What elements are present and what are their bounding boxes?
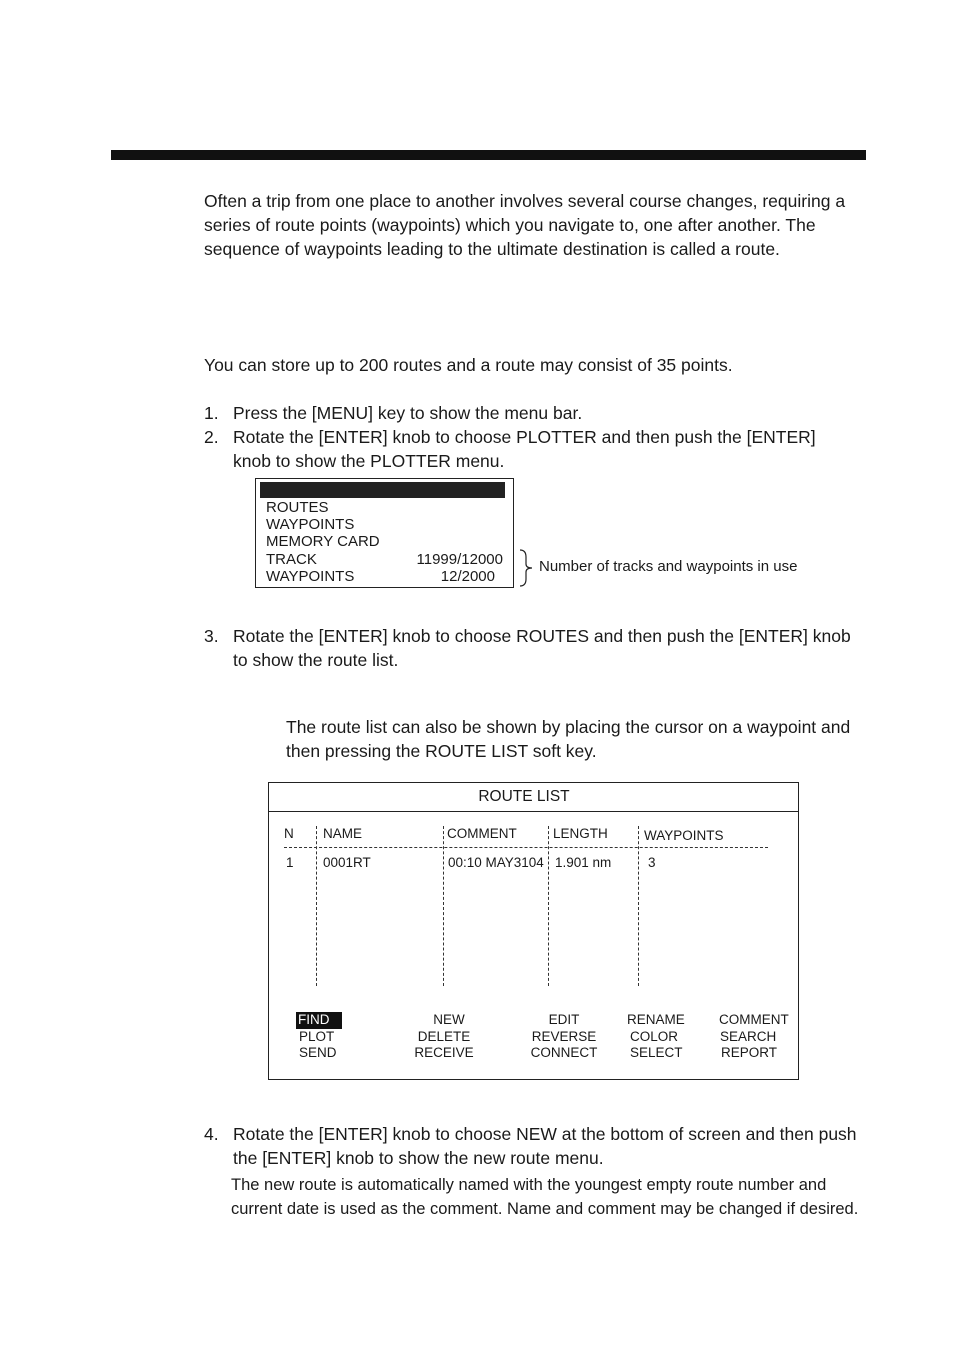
column-divider [316,826,317,986]
menu-item-waypoints[interactable]: WAYPOINTS [266,516,355,533]
new-softkey[interactable]: NEW [433,1012,465,1027]
row-comment: 00:10 MAY3104 [448,855,544,870]
header-name: NAME [323,826,363,841]
step-text: Press the [MENU] key to show the menu bar. [233,403,583,423]
header-length: LENGTH [553,826,608,841]
row-waypoints: 3 [648,855,656,870]
waypoint-count: 12/2000 [440,568,495,585]
send-softkey[interactable]: SEND [299,1045,337,1060]
column-divider [443,826,444,986]
step-text: Rotate the [ENTER] knob to choose NEW at the bottom of screen and then push the [ENTER] knob to show the new route menu. [233,1124,857,1168]
rename-softkey[interactable]: RENAME [627,1012,685,1027]
intro-paragraph: Often a trip from one place to another involves several course changes, requiring a series of route points (waypoints) which you navigate to, one after another. The sequence of waypoints leading to the ultimate destination is called a route. [204,191,846,259]
connect-softkey[interactable]: CONNECT [530,1045,598,1060]
color-softkey[interactable]: COLOR [630,1028,679,1044]
header-divider [284,847,768,848]
select-softkey[interactable]: SELECT [630,1045,683,1060]
delete-softkey[interactable]: DELETE [417,1028,471,1044]
section-rule [111,150,866,160]
softkey-group-4 [627,1012,697,1062]
step-number: 1. [204,403,219,423]
search-softkey[interactable]: SEARCH [720,1028,777,1044]
column-divider [548,826,549,986]
menu-title-bar [260,482,505,498]
callout-label: Number of tracks and waypoints in use [539,558,798,575]
receive-softkey[interactable]: RECEIVE [414,1045,474,1060]
softkey-group-3 [529,1012,599,1062]
step-number: 2. [204,427,219,447]
route-list-title-bar [269,783,798,812]
comment-softkey[interactable]: COMMENT [719,1012,789,1027]
header-comment: COMMENT [447,826,517,841]
find-softkey[interactable]: FIND [296,1012,342,1029]
note-paragraph: The route list can also be shown by placing the cursor on a waypoint and then pressing the ROUTE LIST soft key. [286,717,851,761]
plotter-menu [255,478,514,588]
row-n: 1 [286,855,294,870]
row-name: 0001RT [323,855,371,870]
menu-item-memory-card[interactable]: MEMORY CARD [266,533,380,550]
brace-icon [518,549,534,587]
route-list-window [268,782,799,1080]
softkey-group-5 [719,1012,794,1062]
plot-softkey[interactable]: PLOT [299,1028,335,1044]
edit-softkey[interactable]: EDIT [548,1012,580,1027]
step-number: 3. [204,626,219,646]
route-list-title: ROUTE LIST [478,788,570,805]
softkey-group-2 [414,1012,474,1062]
reverse-softkey[interactable]: REVERSE [531,1028,597,1044]
header-n: N [284,826,294,841]
track-count: 11999/12000 [416,551,503,568]
menu-item-routes[interactable]: ROUTES [266,499,329,516]
menu-item-track: TRACK [266,551,317,568]
step-text: Rotate the [ENTER] knob to choose PLOTTER and then push the [ENTER] knob to show the PLOTTER menu. [233,427,816,471]
step-number: 4. [204,1124,219,1144]
header-waypoints: WAYPOINTS [644,828,724,843]
column-divider [638,826,639,986]
softkey-group-1 [296,1012,342,1062]
capacity-paragraph: You can store up to 200 routes and a route may consist of 35 points. [204,355,733,375]
menu-item-waypoints-count: WAYPOINTS [266,568,355,585]
step-4-note: The new route is automatically named with the youngest empty route number and current date is used as the comment. Name and comment may be changed if desired. [231,1176,859,1218]
report-softkey[interactable]: REPORT [721,1045,778,1060]
row-length: 1.901 nm [555,855,612,870]
step-text: Rotate the [ENTER] knob to choose ROUTES and then push the [ENTER] knob to show the route list. [233,626,851,670]
